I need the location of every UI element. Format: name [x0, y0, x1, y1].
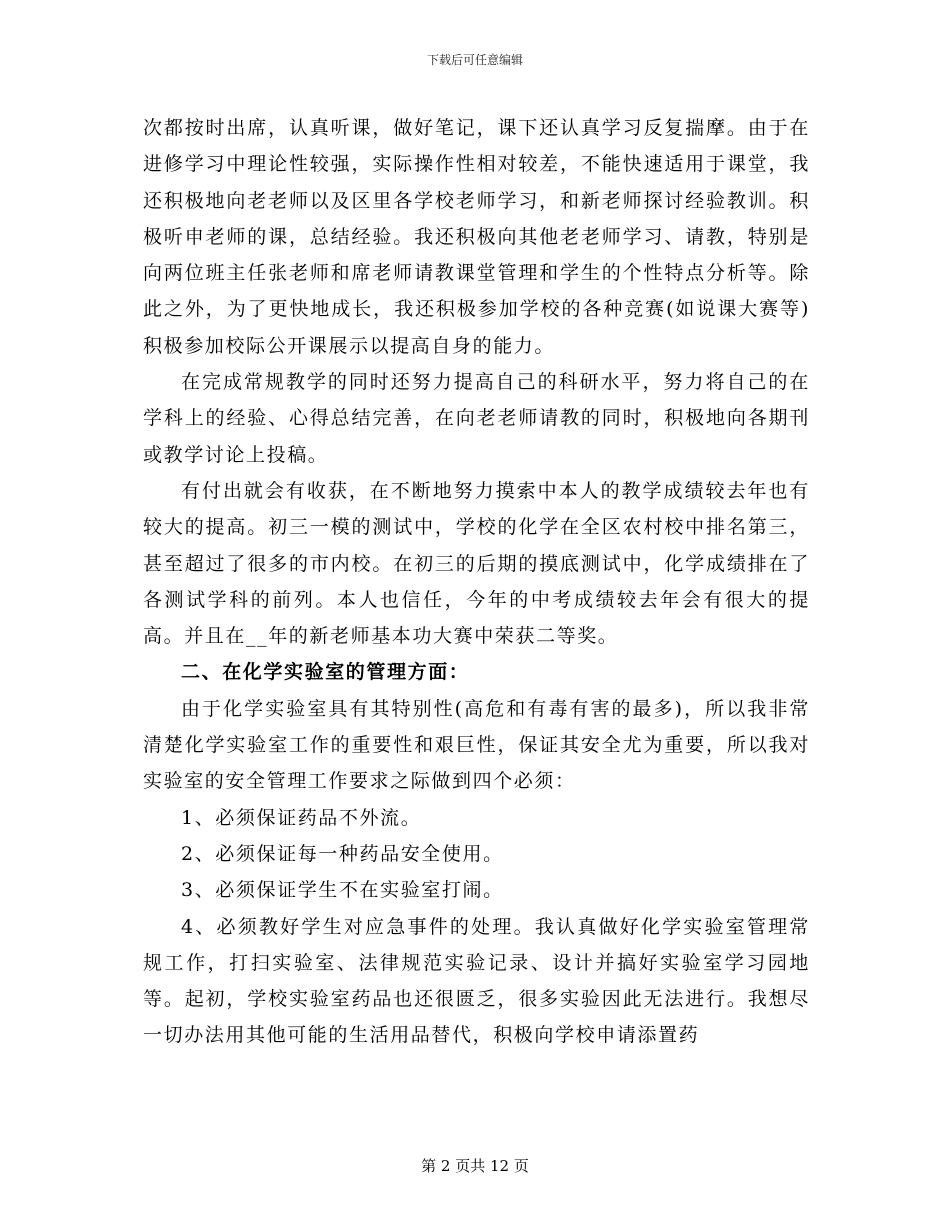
- paragraph-lab-intro: 由于化学实验室具有其特别性(高危和有毒有害的最多)，所以我非常清楚化学实验室工作的重要性和艰巨性，保证其安全尤为重要，所以我对实验室的安全管理工作要求之际做到四个必须：: [143, 697, 810, 793]
- list-item-4: 4、必须教好学生对应急事件的处理。我认真做好化学实验室管理常规工作，打扫实验室、法律规范实验记录、设计并搞好实验室学习园地等。起初，学校实验室药品也还很匮乏，很多实验因此无法进行。我想尽一切办法用其他可能的生活用品替代，积极向学校申请添置药: [143, 915, 810, 1047]
- section-heading-lab-management: 二、在化学实验室的管理方面：: [181, 661, 470, 684]
- paragraph-continuation: 次都按时出席，认真听课，做好笔记，课下还认真学习反复揣摩。由于在进修学习中理论性较强，实际操作性相对较差，不能快速适用于课堂，我还积极地向老老师以及区里各学校老师学习，和新老师探讨经验教训。积极听申老师的课，总结经验。我还积极向其他老老师学习、请教，特别是向两位班主任张老师和席老师请教课堂管理和学生的个性特点分析等。除此之外，为了更快地成长，我还积极参加学校的各种竞赛(如说课大赛等)积极参加校际公开课展示以提高自身的能力。: [143, 117, 810, 357]
- page-header: 下载后可任意编辑: [426, 53, 523, 67]
- list-item-1: 1、必须保证药品不外流。: [181, 806, 422, 829]
- paragraph-research: 在完成常规教学的同时还努力提高自己的科研水平，努力将自己的在学科上的经验、心得总结完善，在向老老师请教的同时，积极地向各期刊或教学讨论上投稿。: [143, 371, 810, 466]
- page-footer: 第 2 页共 12 页: [421, 1157, 529, 1175]
- paragraph-results: 有付出就会有收获，在不断地努力摸索中本人的教学成绩较去年也有较大的提高。初三一模的测试中，学校的化学在全区农村校中排名第三，甚至超过了很多的市内校。在初三的后期的摸底测试中，化学成绩排在了各测试学科的前列。本人也信任，今年的中考成绩较去年会有很大的提高。并且在__年的新老师基本功大赛中荣获二等奖。: [143, 479, 810, 648]
- list-item-2: 2、必须保证每一种药品安全使用。: [181, 842, 504, 865]
- list-item-3: 3、必须保证学生不在实验室打闹。: [181, 879, 504, 902]
- document-body: [143, 110, 810, 1054]
